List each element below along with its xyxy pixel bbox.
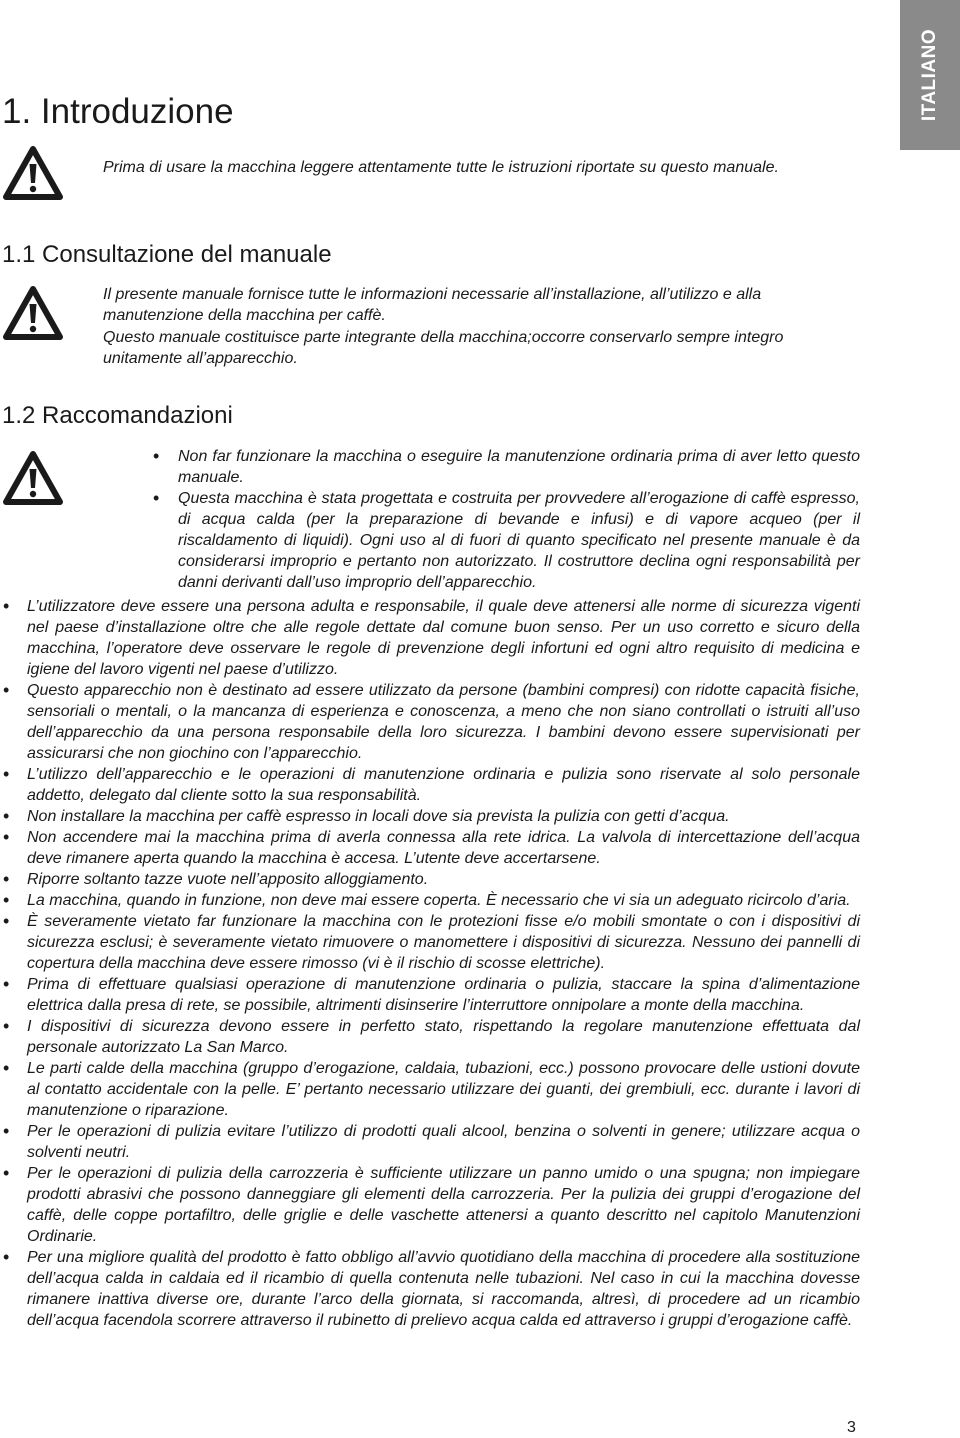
warning-icon xyxy=(2,450,64,506)
list-item: • È severamente vietato far funzionare la macchina con le protezioni fisse e/o mobili smontate o con i dispositivi di sicurezza esclusi; è severamente vietato rimuovere o manomettere i dispositivi di sicurezza. Nessuno dei pannelli di copertura della macchina deve essere rimosso (vi è il rischio di scosse elettriche). xyxy=(27,911,860,974)
consultazione-paragraph: Il presente manuale fornisce tutte le informazioni necessarie all’installazione, all’utilizzo e alla manutenzione della macchina per caffè. xyxy=(103,286,762,324)
consultazione-paragraph: Questo manuale costituisce parte integrante della macchina;occorre conservarlo sempre integro unitamente all’apparecchio. xyxy=(103,329,784,367)
list-item: • Questa macchina è stata progettata e costruita per provvedere all’erogazione di caffè espresso, di acqua calda (per la preparazione di bevande e infusi) e di vapore acqueo (per il riscaldamento di liquidi). Ogni uso al di fuori di quanto specificato nel presente manuale è da considerarsi improprio e pertanto non autorizzato. Il costruttore declina ogni responsabilità per danni derivanti dall’uso improprio dell’apparecchio. xyxy=(178,488,860,593)
intro-text: Prima di usare la macchina leggere attentamente tutte le istruzioni riportate su questo manuale. xyxy=(103,159,779,176)
list-item: • Per le operazioni di pulizia della carrozzeria è sufficiente utilizzare un panno umido o una spugna; non impiegare prodotti abrasivi che possono danneggiare gli elementi della carrozzeria. Per la pulizia dei gruppi d’erogazione del caffè, delle coppe portafiltro, delle griglie e delle vaschette attenersi a quanto descritto nel capitolo Manutenzioni Ordinarie. xyxy=(27,1163,860,1247)
warning-icon xyxy=(2,145,64,201)
list-item: • Per una migliore qualità del prodotto è fatto obbligo all’avvio quotidiano della macchina di procedere alla sostituzione dell’acqua calda in caldaia ed il ricambio di quella contenuta nelle tubazioni. Nel caso in cui la macchina dovesse rimanere inattiva diverse ore, durante l’arco della giornata, si raccomanda, altresì, di procedere ad un ricambio dell’acqua facendola scorrere attraverso il rubinetto di prelievo acqua calda ed attraverso i gruppi d’erogazione caffè. xyxy=(27,1247,860,1331)
list-item: • Non installare la macchina per caffè espresso in locali dove sia prevista la pulizia con getti d’acqua. xyxy=(27,806,860,827)
warning-list xyxy=(178,446,860,593)
list-item: • Questo apparecchio non è destinato ad essere utilizzato da persone (bambini compresi) con ridotte capacità fisiche, sensoriali o mentali, o la mancanza di esperienza e conoscenza, a meno che non siano controllati o istruiti all’uso dell’apparecchio da una persona responsabile della loro sicurezza. I bambini devono essere supervisionati per assicurarsi che non giochino con l’apparecchio. xyxy=(27,680,860,764)
list-item: • Non accendere mai la macchina prima di averla connessa alla rete idrica. La valvola di intercettazione dell’acqua deve rimanere aperta quando la macchina è accesa. L’utente deve accertarsene. xyxy=(27,827,860,869)
warning-icon xyxy=(2,285,64,341)
list-item: • Prima di effettuare qualsiasi operazione di manutenzione ordinaria o pulizia, staccare la spina d’alimentazione elettrica dalla presa di rete, se possibile, altrimenti disinserire l’interruttore onnipolare a monte della macchina. xyxy=(27,974,860,1016)
language-tab-label: ITALIANO xyxy=(919,28,940,122)
page-number: 3 xyxy=(847,1419,856,1436)
section-title-raccomandazioni: 1.2 Raccomandazioni xyxy=(2,402,233,429)
section-title-introduzione: 1. Introduzione xyxy=(2,92,234,131)
language-tab xyxy=(900,0,960,150)
section-title-consultazione: 1.1 Consultazione del manuale xyxy=(2,241,332,268)
list-item: • L’utilizzatore deve essere una persona adulta e responsabile, il quale deve attenersi alle norme di sicurezza vigenti nel paese d’installazione oltre che alle regole dettate dal comune buon senso. Per un uso corretto e sicuro della macchina, l’operatore deve osservare le regole di prevenzione degli infortuni ed ogni altro requisito di medicina e igiene del lavoro vigenti nel paese d’utilizzo. xyxy=(27,596,860,680)
list-item: • L’utilizzo dell’apparecchio e le operazioni di manutenzione ordinaria e pulizia sono riservate al solo personale addetto, delegato dal cliente sotto la sua responsabilità. xyxy=(27,764,860,806)
recommendations-list xyxy=(27,596,860,1331)
list-item: • Riporre soltanto tazze vuote nell’apposito alloggiamento. xyxy=(27,869,860,890)
list-item: • I dispositivi di sicurezza devono essere in perfetto stato, rispettando la regolare manutenzione effettuata dal personale autorizzato La San Marco. xyxy=(27,1016,860,1058)
list-item: • La macchina, quando in funzione, non deve mai essere coperta. È necessario che vi sia un adeguato ricircolo d’aria. xyxy=(27,890,860,911)
list-item: • Per le operazioni di pulizia evitare l’utilizzo di prodotti quali alcool, benzina o solventi in genere; utilizzare acqua o solventi neutri. xyxy=(27,1121,860,1163)
list-item: • Le parti calde della macchina (gruppo d’erogazione, caldaia, tubazioni, ecc.) possono provocare delle ustioni dovute al contatto accidentale con la pelle. E’ pertanto necessario utilizzare dei guanti, dei grembiuli, ecc. durante i lavori di manutenzione o riparazione. xyxy=(27,1058,860,1121)
list-item: • Non far funzionare la macchina o eseguire la manutenzione ordinaria prima di aver letto questo manuale. xyxy=(178,446,860,488)
